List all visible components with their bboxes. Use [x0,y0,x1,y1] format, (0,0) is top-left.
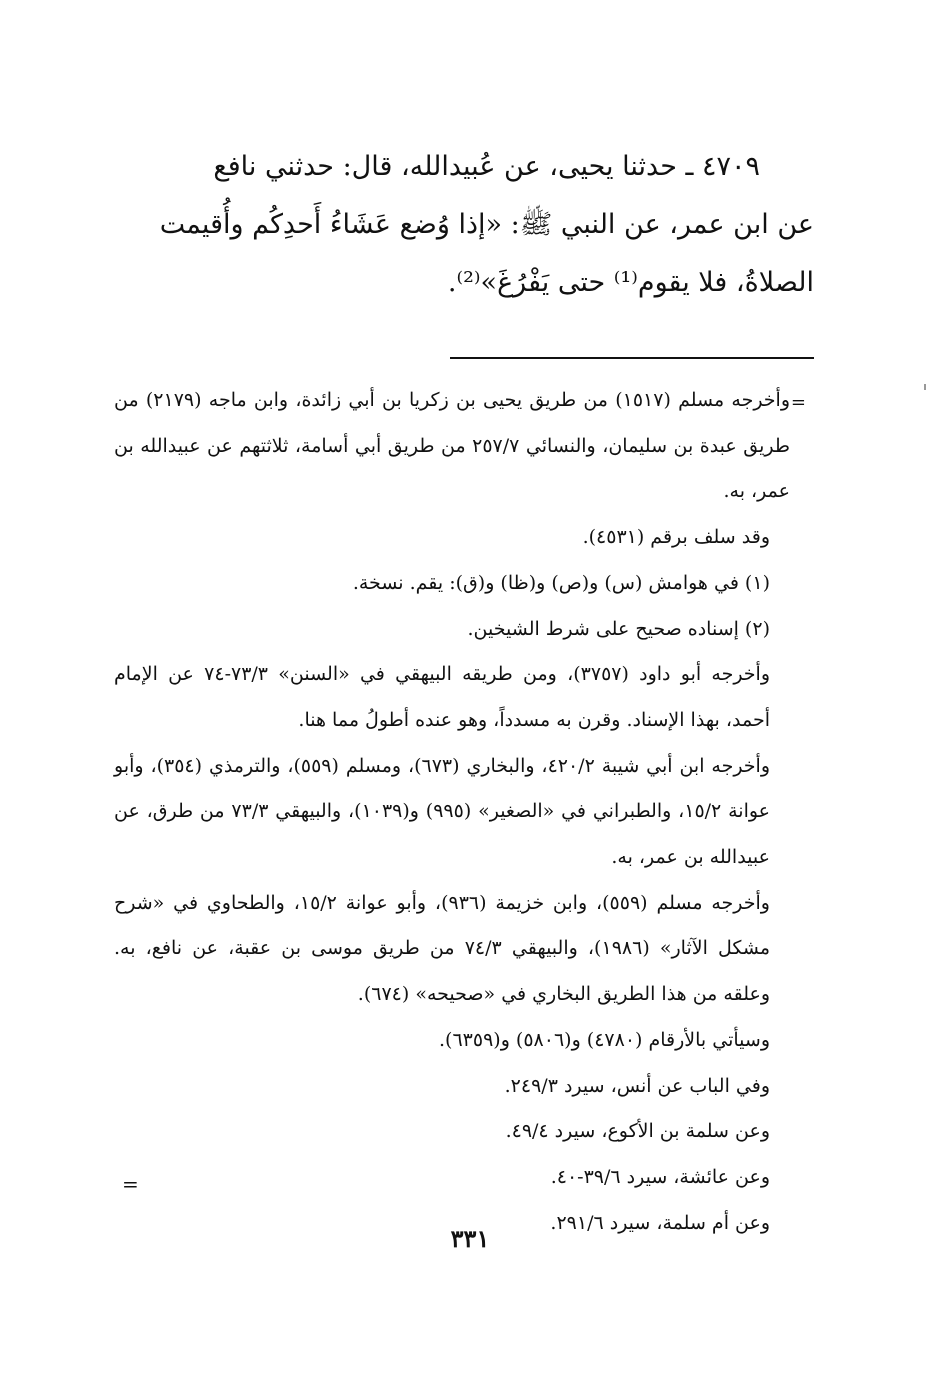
footnote-paragraph: (٢) إسناده صحيح على شرط الشيخين. [467,617,770,640]
continuation-mark-top: = [790,392,806,413]
hadith-line: ٤٧٠٩ ـ حدثنا يحيى، عن عُبيدالله، قال: حدثني نافع [213,151,760,182]
continuation-mark-bottom: = [122,1172,139,1196]
footnote-paragraph: وأخرجه أبو داود (٣٧٥٧)، ومن طريقه البيهقي في «السنن» ٧٣/٣-٧٤ عن الإمام أحمد، بهذا الإسناد. وقرن به مسدداً، وهو عنده أطولُ مما هنا. [114,663,770,731]
footnote-paragraph: وفي الباب عن أنس، سيرد ٢٤٩/٣. [504,1074,770,1097]
footnote-paragraph: وسيأتي بالأرقام (٤٧٨٠) و(٥٨٠٦) و(٦٣٥٩). [439,1028,770,1051]
hadith-line: الصلاةُ، فلا يقوم⁽¹⁾ حتى يَفْرُغَ»⁽²⁾. [447,267,814,298]
footnote-paragraph: وعن سلمة بن الأكوع، سيرد ٤٩/٤. [505,1120,770,1143]
footnote-paragraph: وأخرجه مسلم (٥٥٩)، وابن خزيمة (٩٣٦)، وأبو عوانة ١٥/٢، والطحاوي في «شرح مشكل الآثار» (١٩٨٦)، والبيهقي ٧٤/٣ من طريق موسى بن عقبة، عن نافع، به. وعلقه من هذا الطريق البخاري في «صحيحه» (٦٧٤). [114,891,770,1006]
hadith-text [114,138,814,312]
margin-mark [924,384,926,390]
hadith-line: عن ابن عمر، عن النبي ﷺ: «إذا وُضع عَشَاءُ أَحدِكُم وأُقيمت [159,209,814,240]
footnote-paragraph: وقد سلف برقم (٤٥٣١). [582,526,770,549]
footnote-paragraph: وعن عائشة، سيرد ٣٩/٦-٤٠. [550,1165,770,1188]
footnote-separator [450,357,814,359]
footnotes [114,378,814,1246]
footnote-paragraph: وأخرجه مسلم (١٥١٧) من طريق يحيى بن زكريا بن أبي زائدة، وابن ماجه (٢١٧٩) من طريق عبدة بن سليمان، والنسائي ٢٥٧/٧ من طريق أبي أسامة، ثلاثتهم عن عبيدالله بن عمر، به. [114,389,791,503]
footnote-paragraph: وعن أم سلمة، سيرد ٢٩١/٦. [550,1211,770,1234]
footnote-paragraph: (١) في هوامش (س) و(ص) و(ظا) و(ق): يقم. نسخة. [352,571,770,594]
footnote-paragraph: وأخرجه ابن أبي شيبة ٤٢٠/٢، والبخاري (٦٧٣)، ومسلم (٥٥٩)، والترمذي (٣٥٤)، وأبو عوانة ١٥/٢، والطبراني في «الصغير» (٩٩٥) و(١٠٣٩)، والبيهقي ٧٣/٣ من طرق، عن عبيدالله بن عمر، به. [114,754,771,869]
page-number: ٣٣١ [450,1224,490,1253]
